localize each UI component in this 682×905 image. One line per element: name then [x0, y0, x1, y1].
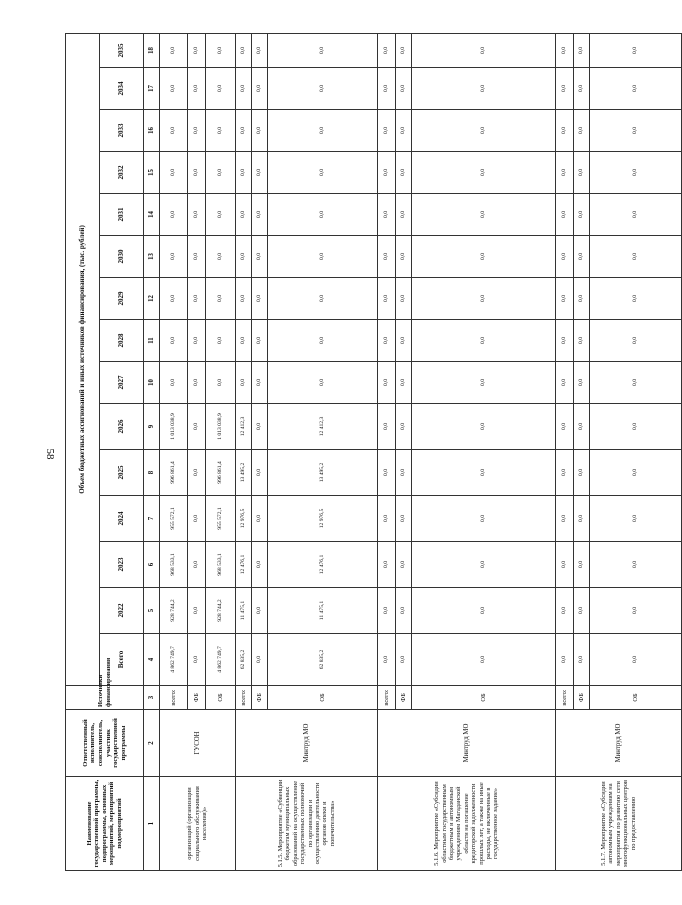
amount-cell: 928 744,2: [160, 588, 188, 634]
amount-cell: 0,0: [188, 68, 206, 110]
amount-cell: 0,0: [252, 110, 268, 152]
amount-cell: 11 475,1: [236, 588, 252, 634]
amount-cell: 0,0: [396, 236, 412, 278]
amount-cell: 0,0: [160, 320, 188, 362]
amount-cell: 0,0: [574, 194, 590, 236]
funding-source: всего:: [556, 686, 574, 710]
executor: Минтруд МО: [378, 710, 556, 777]
column-number: 1: [144, 777, 160, 871]
amount-cell: 0,0: [206, 278, 236, 320]
amount-cell: 0,0: [590, 152, 682, 194]
amount-cell: 0,0: [590, 33, 682, 67]
amount-cell: 0,0: [574, 320, 590, 362]
amount-cell: 0,0: [188, 110, 206, 152]
column-number: 13: [144, 236, 160, 278]
amount-cell: 0,0: [236, 362, 252, 404]
amount-cell: 0,0: [378, 320, 396, 362]
amount-cell: 0,0: [412, 194, 556, 236]
amount-cell: 0,0: [236, 194, 252, 236]
amount-cell: 4 862 749,7: [160, 634, 188, 686]
amount-cell: 12 976,5: [268, 496, 378, 542]
header-year: 2022: [100, 588, 144, 634]
amount-cell: 0,0: [236, 236, 252, 278]
page-number: 58: [44, 448, 56, 460]
amount-cell: 0,0: [206, 68, 236, 110]
amount-cell: 0,0: [590, 450, 682, 496]
column-number: 3: [144, 686, 160, 710]
amount-cell: 0,0: [590, 110, 682, 152]
amount-cell: 0,0: [188, 320, 206, 362]
amount-cell: 0,0: [590, 320, 682, 362]
amount-cell: 0,0: [574, 278, 590, 320]
header-year: 2035: [100, 33, 144, 67]
amount-cell: 0,0: [590, 634, 682, 686]
amount-cell: 0,0: [268, 278, 378, 320]
amount-cell: 0,0: [378, 588, 396, 634]
amount-cell: 13 495,2: [236, 450, 252, 496]
funding-source: ОБ: [412, 686, 556, 710]
amount-cell: 0,0: [236, 68, 252, 110]
amount-cell: 968 533,1: [206, 542, 236, 588]
amount-cell: 0,0: [590, 362, 682, 404]
amount-cell: 0,0: [412, 634, 556, 686]
amount-cell: 0,0: [556, 362, 574, 404]
amount-cell: 0,0: [396, 278, 412, 320]
amount-cell: 11 475,1: [268, 588, 378, 634]
amount-cell: 968 533,1: [160, 542, 188, 588]
amount-cell: 0,0: [378, 542, 396, 588]
amount-cell: 4 862 749,7: [206, 634, 236, 686]
amount-cell: 12 976,5: [236, 496, 252, 542]
amount-cell: 0,0: [556, 278, 574, 320]
amount-cell: 0,0: [396, 110, 412, 152]
amount-cell: 0,0: [268, 152, 378, 194]
amount-cell: 0,0: [412, 278, 556, 320]
column-number: 14: [144, 194, 160, 236]
amount-cell: 0,0: [188, 362, 206, 404]
amount-cell: 0,0: [160, 152, 188, 194]
amount-cell: 996 861,4: [206, 450, 236, 496]
amount-cell: 0,0: [252, 236, 268, 278]
executor: ГУСОН: [160, 710, 236, 777]
amount-cell: 12 476,1: [268, 542, 378, 588]
amount-cell: 955 572,1: [206, 496, 236, 542]
funding-source: ОБ: [590, 686, 682, 710]
funding-source: ФБ: [396, 686, 412, 710]
amount-cell: 0,0: [188, 404, 206, 450]
executor: Минтруд МО: [236, 710, 378, 777]
amount-cell: 0,0: [590, 278, 682, 320]
amount-cell: 0,0: [188, 450, 206, 496]
amount-cell: 0,0: [378, 404, 396, 450]
amount-cell: 0,0: [252, 152, 268, 194]
amount-cell: 0,0: [160, 236, 188, 278]
amount-cell: 0,0: [252, 404, 268, 450]
amount-cell: 0,0: [556, 236, 574, 278]
measure-name: 5.1.6. Мероприятие «Субсидии областным государственным бюджетным и автономным учреждениям Магаданской области на погашение кредиторской задолженности прошлых лет, а также на иные расходы, не включенные в государственное задание»: [378, 777, 556, 871]
amount-cell: 0,0: [188, 588, 206, 634]
header-year: 2023: [100, 542, 144, 588]
amount-cell: 0,0: [412, 542, 556, 588]
amount-cell: 0,0: [268, 362, 378, 404]
amount-cell: 955 572,1: [160, 496, 188, 542]
table-frame: [65, 34, 639, 871]
amount-cell: 0,0: [188, 496, 206, 542]
amount-cell: 0,0: [206, 236, 236, 278]
amount-cell: 0,0: [188, 542, 206, 588]
amount-cell: 0,0: [160, 278, 188, 320]
amount-cell: 0,0: [268, 110, 378, 152]
amount-cell: 0,0: [378, 194, 396, 236]
amount-cell: 0,0: [206, 110, 236, 152]
amount-cell: 0,0: [188, 33, 206, 67]
amount-cell: 0,0: [236, 110, 252, 152]
amount-cell: 0,0: [412, 496, 556, 542]
amount-cell: 0,0: [188, 278, 206, 320]
amount-cell: 0,0: [188, 152, 206, 194]
header-year: Всего: [100, 634, 144, 686]
header-source: Источники финансирования: [66, 686, 144, 710]
amount-cell: 0,0: [160, 362, 188, 404]
amount-cell: 0,0: [378, 68, 396, 110]
header-name: Наименование государственной программы, подпрограммы, основных мероприятий, мероприятий подмероприятий: [66, 777, 144, 871]
column-number: 15: [144, 152, 160, 194]
amount-cell: 0,0: [236, 278, 252, 320]
amount-cell: 0,0: [206, 33, 236, 67]
column-number: 9: [144, 404, 160, 450]
amount-cell: 0,0: [252, 542, 268, 588]
amount-cell: 0,0: [396, 634, 412, 686]
header-year: 2034: [100, 68, 144, 110]
amount-cell: 0,0: [412, 68, 556, 110]
header-year: 2029: [100, 278, 144, 320]
amount-cell: 13 495,2: [268, 450, 378, 496]
amount-cell: 0,0: [574, 588, 590, 634]
amount-cell: 0,0: [412, 236, 556, 278]
column-number: 5: [144, 588, 160, 634]
amount-cell: 0,0: [378, 33, 396, 67]
amount-cell: 0,0: [396, 320, 412, 362]
funding-table: [65, 33, 682, 871]
rotated-table-container: [65, 34, 639, 871]
column-number: 16: [144, 110, 160, 152]
amount-cell: 0,0: [206, 194, 236, 236]
amount-cell: 0,0: [252, 278, 268, 320]
header-funding: Объем бюджетных ассигнований и иных источников финансирования, (тыс. рублей): [66, 33, 100, 685]
column-number: 6: [144, 542, 160, 588]
amount-cell: 0,0: [574, 236, 590, 278]
amount-cell: 0,0: [236, 33, 252, 67]
funding-source: всего:: [160, 686, 188, 710]
amount-cell: 0,0: [574, 450, 590, 496]
column-number: 8: [144, 450, 160, 496]
column-number: 10: [144, 362, 160, 404]
amount-cell: 0,0: [188, 634, 206, 686]
amount-cell: 0,0: [378, 496, 396, 542]
amount-cell: 996 861,4: [160, 450, 188, 496]
column-number: 11: [144, 320, 160, 362]
amount-cell: 0,0: [268, 33, 378, 67]
executor: Минтруд МО: [556, 710, 682, 777]
amount-cell: 62 835,2: [268, 634, 378, 686]
header-year: 2027: [100, 362, 144, 404]
amount-cell: 0,0: [556, 588, 574, 634]
column-number: 4: [144, 634, 160, 686]
amount-cell: 0,0: [590, 236, 682, 278]
amount-cell: 0,0: [574, 404, 590, 450]
amount-cell: 0,0: [252, 194, 268, 236]
amount-cell: 0,0: [160, 68, 188, 110]
amount-cell: 0,0: [236, 152, 252, 194]
amount-cell: 0,0: [378, 362, 396, 404]
amount-cell: 0,0: [206, 152, 236, 194]
amount-cell: 0,0: [396, 450, 412, 496]
measure-name: 5.1.7. Мероприятие «Субсидии автономным учреждениям на мероприятия по развитию сети многофункциональных центров по предоставлению: [556, 777, 682, 871]
header-year: 2031: [100, 194, 144, 236]
amount-cell: 0,0: [412, 588, 556, 634]
amount-cell: 0,0: [236, 320, 252, 362]
amount-cell: 0,0: [252, 33, 268, 67]
amount-cell: 928 744,2: [206, 588, 236, 634]
amount-cell: 0,0: [396, 68, 412, 110]
amount-cell: 0,0: [556, 450, 574, 496]
amount-cell: 0,0: [556, 496, 574, 542]
amount-cell: 0,0: [378, 634, 396, 686]
header-year: 2025: [100, 450, 144, 496]
measure-name: 5.1.5. Мероприятие «Субвенции бюджетам муниципальных образований на осуществление государственных полномочий по организации и осуществлению деятельности органов опеки и попечительства»: [236, 777, 378, 871]
amount-cell: 0,0: [206, 362, 236, 404]
amount-cell: 0,0: [378, 450, 396, 496]
header-executor: Ответственный исполнитель, соисполнитель, участник государственной программы: [66, 710, 144, 777]
amount-cell: 0,0: [590, 542, 682, 588]
amount-cell: 0,0: [574, 68, 590, 110]
column-number: 12: [144, 278, 160, 320]
amount-cell: 0,0: [252, 496, 268, 542]
amount-cell: 0,0: [188, 194, 206, 236]
amount-cell: 0,0: [574, 496, 590, 542]
header-year: 2024: [100, 496, 144, 542]
amount-cell: 0,0: [268, 68, 378, 110]
amount-cell: 0,0: [574, 110, 590, 152]
amount-cell: 0,0: [556, 68, 574, 110]
amount-cell: 0,0: [574, 542, 590, 588]
amount-cell: 0,0: [556, 33, 574, 67]
amount-cell: 0,0: [556, 152, 574, 194]
measure-name: организаций (организации социального обслуживания населения)»: [160, 777, 236, 871]
amount-cell: 0,0: [412, 152, 556, 194]
amount-cell: 12 476,1: [236, 542, 252, 588]
amount-cell: 0,0: [574, 362, 590, 404]
amount-cell: 0,0: [378, 278, 396, 320]
amount-cell: 0,0: [412, 362, 556, 404]
column-number: 2: [144, 710, 160, 777]
amount-cell: 0,0: [556, 110, 574, 152]
funding-source: ОБ: [206, 686, 236, 710]
amount-cell: 0,0: [252, 588, 268, 634]
amount-cell: 0,0: [396, 194, 412, 236]
funding-source: всего:: [378, 686, 396, 710]
amount-cell: 0,0: [590, 194, 682, 236]
amount-cell: 0,0: [252, 634, 268, 686]
header-year: 2030: [100, 236, 144, 278]
header-year: 2028: [100, 320, 144, 362]
amount-cell: 0,0: [378, 236, 396, 278]
amount-cell: 0,0: [556, 634, 574, 686]
funding-source: ФБ: [574, 686, 590, 710]
amount-cell: 12 412,3: [236, 404, 252, 450]
amount-cell: 0,0: [378, 152, 396, 194]
amount-cell: 0,0: [160, 194, 188, 236]
amount-cell: 0,0: [556, 404, 574, 450]
amount-cell: 0,0: [412, 404, 556, 450]
amount-cell: 0,0: [574, 152, 590, 194]
column-number: 7: [144, 496, 160, 542]
column-number: 17: [144, 68, 160, 110]
amount-cell: 0,0: [268, 320, 378, 362]
amount-cell: 0,0: [556, 320, 574, 362]
amount-cell: 0,0: [396, 404, 412, 450]
amount-cell: 0,0: [206, 320, 236, 362]
amount-cell: 62 835,2: [236, 634, 252, 686]
amount-cell: 0,0: [590, 68, 682, 110]
amount-cell: 0,0: [556, 194, 574, 236]
header-year: 2032: [100, 152, 144, 194]
amount-cell: 0,0: [396, 152, 412, 194]
amount-cell: 0,0: [252, 362, 268, 404]
amount-cell: 0,0: [574, 634, 590, 686]
amount-cell: 0,0: [268, 194, 378, 236]
amount-cell: 0,0: [396, 542, 412, 588]
header-year: 2026: [100, 404, 144, 450]
header-year: 2033: [100, 110, 144, 152]
amount-cell: 0,0: [160, 33, 188, 67]
amount-cell: 0,0: [378, 110, 396, 152]
amount-cell: 0,0: [412, 33, 556, 67]
amount-cell: 0,0: [188, 236, 206, 278]
amount-cell: 1 013 038,9: [206, 404, 236, 450]
amount-cell: 12 412,3: [268, 404, 378, 450]
table-row: [160, 33, 188, 870]
amount-cell: 0,0: [252, 68, 268, 110]
amount-cell: 0,0: [590, 588, 682, 634]
funding-source: ФБ: [188, 686, 206, 710]
amount-cell: 0,0: [590, 404, 682, 450]
amount-cell: 0,0: [412, 110, 556, 152]
column-number: 18: [144, 33, 160, 67]
amount-cell: 0,0: [396, 33, 412, 67]
table-row: [378, 33, 396, 870]
funding-source: всего:: [236, 686, 252, 710]
amount-cell: 0,0: [556, 542, 574, 588]
amount-cell: 0,0: [396, 362, 412, 404]
amount-cell: 0,0: [590, 496, 682, 542]
funding-source: ФБ: [252, 686, 268, 710]
amount-cell: 1 013 038,9: [160, 404, 188, 450]
amount-cell: 0,0: [412, 450, 556, 496]
amount-cell: 0,0: [160, 110, 188, 152]
amount-cell: 0,0: [252, 450, 268, 496]
table-row: [556, 33, 574, 870]
funding-source: ОБ: [268, 686, 378, 710]
amount-cell: 0,0: [268, 236, 378, 278]
amount-cell: 0,0: [396, 496, 412, 542]
amount-cell: 0,0: [252, 320, 268, 362]
table-row: [236, 33, 252, 870]
amount-cell: 0,0: [396, 588, 412, 634]
amount-cell: 0,0: [412, 320, 556, 362]
amount-cell: 0,0: [574, 33, 590, 67]
